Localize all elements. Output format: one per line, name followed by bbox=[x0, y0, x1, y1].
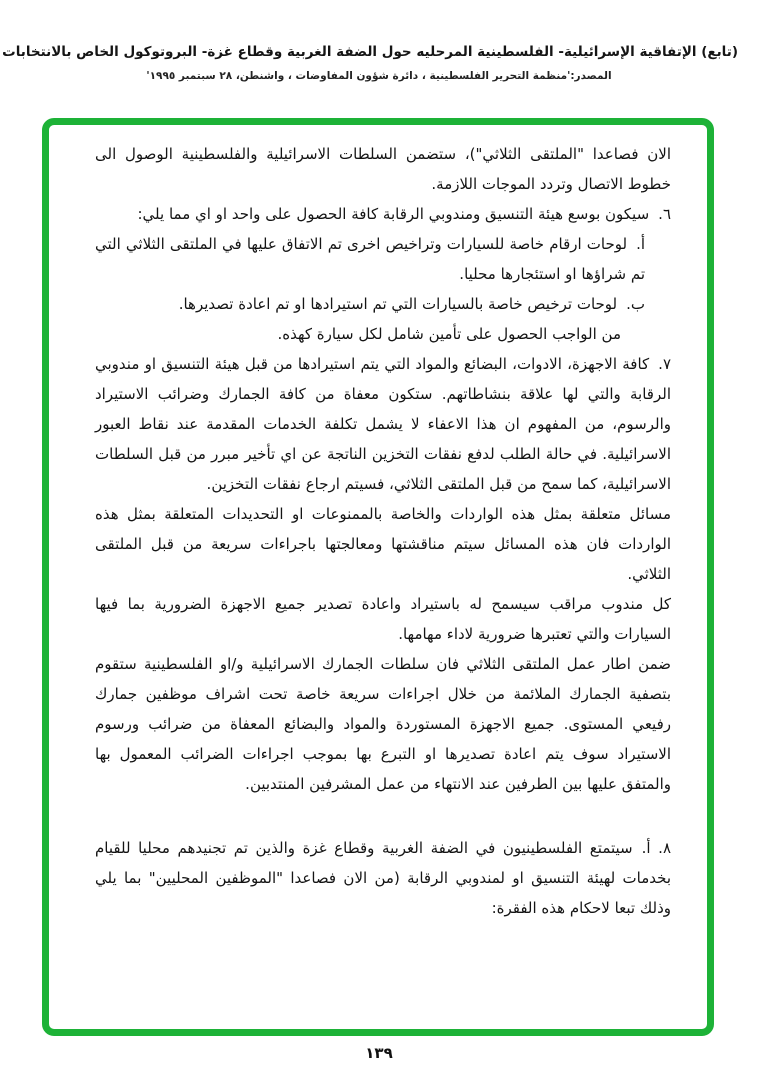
paragraph bbox=[95, 139, 671, 199]
document-header bbox=[2, 44, 738, 82]
document-body bbox=[95, 139, 671, 923]
paragraph bbox=[95, 833, 671, 923]
paragraph-number: ب. bbox=[626, 295, 645, 313]
paragraph-text: لوحات ارقام خاصة للسيارات وتراخيص اخرى تم الاتفاق عليها في الملتقى الثلاثي التي تم شراؤها او استئجارها محليا. bbox=[95, 235, 645, 283]
paragraph-text: كافة الاجهزة، الادوات، البضائع والمواد التي يتم استيرادها من قبل هيئة التنسيق او مندوبي الرقابة والتي لها علاقة بنشاطاتهم. ستكون معفاة من كافة الجمارك وضرائب الاستيراد والرسوم، من المفهوم ان هذا الاعفاء لا يشمل تكلفة الخدمات المقدمة عند نقاط العبور الاسرائيلية. في حالة الطلب لدفع نفقات التخزين الناتجة عن اي تأخير مبرر من قبل السلطات الاسرائيلية، كما سمح من قبل الملتقى الثلاثي، فسيتم ارجاع نفقات التخزين. bbox=[95, 355, 671, 493]
paragraph bbox=[95, 649, 671, 799]
paragraph-text: سيكون بوسع هيئة التنسيق ومندوبي الرقابة كافة الحصول على واحد او اي مما يلي: bbox=[137, 205, 650, 223]
paragraph-text: مسائل متعلقة بمثل هذه الواردات والخاصة بالممنوعات او التحديدات المتعلقة بمثل هذه الواردات فان هذه المسائل سيتم مناقشتها ومعالجتها باجراءات سريعة من قبل الملتقى الثلاثي. bbox=[95, 505, 671, 583]
paragraph bbox=[95, 289, 645, 319]
paragraph-text: لوحات ترخيص خاصة بالسيارات التي تم استيرادها او تم اعادة تصديرها. bbox=[178, 295, 618, 313]
paragraph bbox=[95, 229, 645, 289]
paragraph-number: ٨. أ. bbox=[641, 839, 671, 857]
paragraph-text: ضمن اطار عمل الملتقى الثلاثي فان سلطات الجمارك الاسرائيلية و/او الفلسطينية ستقوم بتصفية الجمارك الملائمة من خلال اجراءات سريعة خاصة تحت اشراف موظفين جمارك رفيعي المستوى. جميع الاجهزة المستوردة والمواد والبضائع المعفاة من ضرائب ورسوم الاستيراد سوف يتم اعادة تصديرها او التبرع بها بموجب اجراءات الضرائب المعمول بها والمتفق عليها بين الطرفين عند الانتهاء من عمل المشرفين المنتدبين. bbox=[95, 655, 671, 793]
paragraph bbox=[95, 199, 671, 229]
paragraph-number: ٦. bbox=[658, 205, 671, 223]
paragraph bbox=[95, 319, 621, 349]
paragraph-text: كل مندوب مراقب سيسمح له باستيراد واعادة تصدير جميع الاجهزة الضرورية بما فيها السيارات والتي تعتبرها ضرورية لاداء مهامها. bbox=[95, 595, 671, 643]
paragraph bbox=[95, 349, 671, 499]
paragraph-text: الان فصاعدا "الملتقى الثلاثي")، ستضمن السلطات الاسرائيلية والفلسطينية الوصول الى خطوط الاتصال وتردد الموجات اللازمة. bbox=[95, 145, 671, 193]
paragraph-text: سيتمتع الفلسطينيون في الضفة الغربية وقطاع غزة والذين تم تجنيدهم محليا للقيام بخدمات لهيئة التنسيق او لمندوبي الرقابة (من الان فصاعدا "الموظفين المحليين" بما يلي وذلك تبعا لاحكام هذه الفقرة: bbox=[95, 839, 671, 917]
header-title: (تابع) الإتفاقية الإسرائيلية- الفلسطينية المرحليه حول الضفة الغربية وقطاع غزة- البروتوكول الخاص بالانتخابات bbox=[2, 44, 738, 60]
header-source-line: المصدر:'منظمة التحرير الفلسطينية ، دائرة شؤون المفاوضات ، واشنطن، ٢٨ سبتمبر ١٩٩٥' bbox=[146, 70, 612, 82]
paragraph-number: أ. bbox=[636, 235, 645, 253]
paragraph bbox=[95, 589, 671, 649]
paragraph bbox=[95, 499, 671, 589]
green-border-frame bbox=[42, 118, 714, 1036]
paragraph-text: من الواجب الحصول على تأمين شامل لكل سيارة كهذه. bbox=[277, 325, 621, 343]
page-number: ١٣٩ bbox=[365, 1044, 393, 1062]
paragraph-number: ٧. bbox=[658, 355, 671, 373]
